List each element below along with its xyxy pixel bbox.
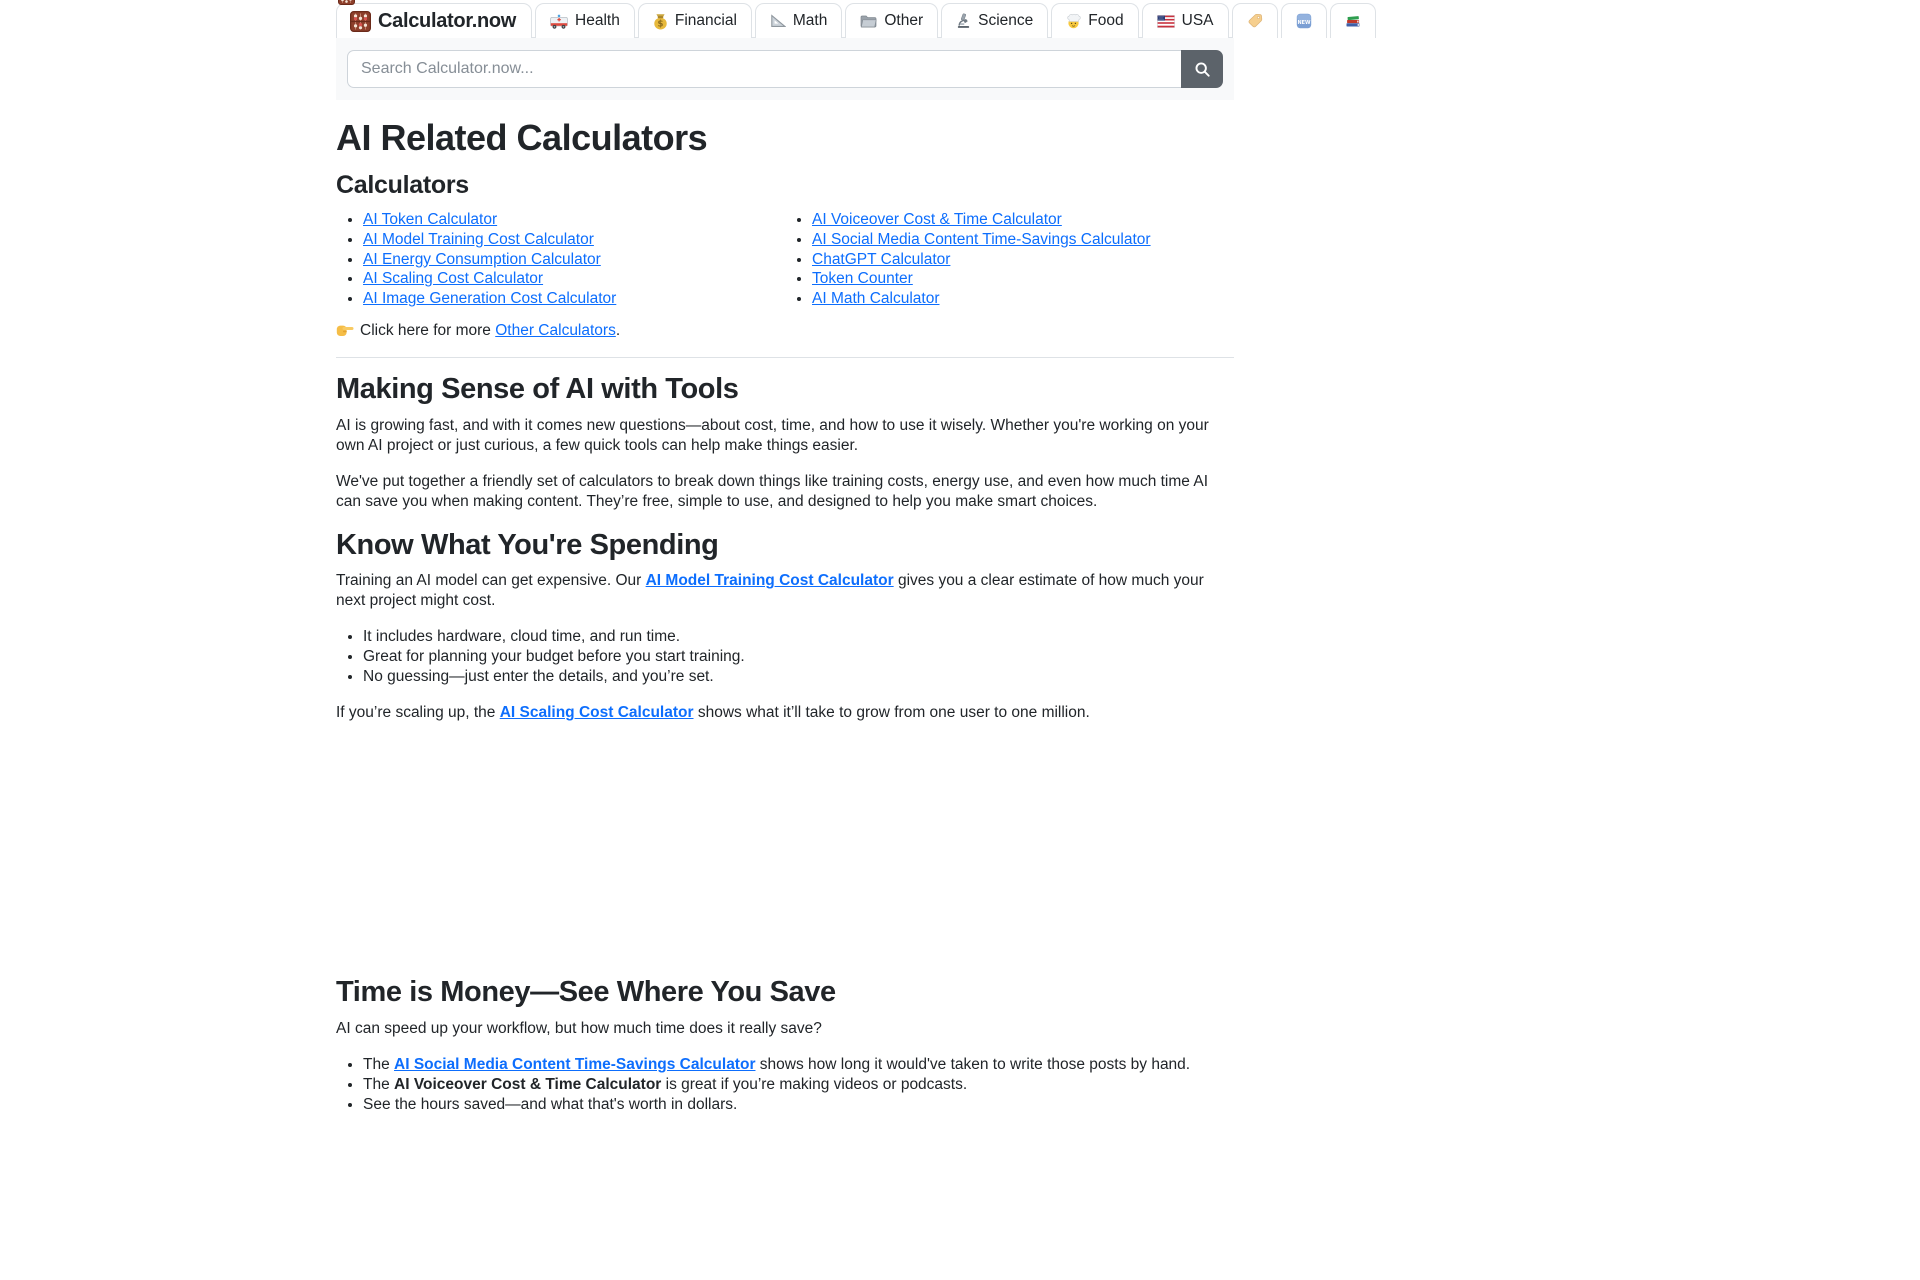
books-icon [1345,13,1361,29]
paragraph: AI is growing fast, and with it comes new questions—about cost, time, and how to use it wisely. Whether you're working on your own AI project or just curious, a few quick tools can help make things easier. [336,416,1209,454]
search-icon [1194,61,1211,78]
list-item [363,210,785,230]
main-content [336,100,1234,1115]
list-item: • Great for planning your budget before you start training. [363,647,1234,667]
tab-other[interactable] [845,3,938,38]
svg-text:NEW: NEW [1296,19,1311,26]
paragraph: Training an AI model can get expensive. Our AI Model Training Cost Calculator gives you a clear estimate of how much your next project might cost. [336,572,1204,610]
tab-label: Food [1088,12,1124,29]
triangle-ruler-icon [770,14,786,28]
calculator-link[interactable]: AI Math Calculator [812,290,940,307]
list-item [812,210,1234,230]
tab-label: Health [575,12,620,29]
microscope-icon [956,13,971,29]
money-bag-icon [653,13,668,30]
tab-label: Math [792,12,828,29]
tab-books[interactable] [1330,3,1376,38]
empty-ad-slot [336,739,1234,961]
list-item [363,230,785,250]
brand-logo [336,3,532,38]
list-item [363,289,785,309]
calculator-link[interactable]: AI Social Media Content Time-Savings Calculator [812,230,1151,248]
list-item [812,269,1234,289]
tab-financial[interactable] [638,3,752,38]
list-item [812,289,1234,309]
scaling-cost-calculator-link[interactable]: AI Scaling Cost Calculator [499,704,694,722]
calculator-links [336,210,1234,309]
list-item [812,250,1234,270]
list-item [363,250,785,270]
calculator-link[interactable]: AI Image Generation Cost Calculator [363,290,617,307]
calculator-links-left [336,210,785,309]
calculator-link[interactable]: AI Scaling Cost Calculator [363,270,544,288]
calculator-link[interactable]: AI Model Training Cost Calculator [363,230,594,248]
calculator-links-right [785,210,1234,309]
training-cost-calculator-link[interactable]: AI Model Training Cost Calculator [645,572,894,590]
time-money-bullets [336,1055,1234,1115]
tab-label: Other [884,12,924,29]
social-media-calculator-link[interactable]: AI Social Media Content Time-Savings Calculator [394,1056,756,1074]
section-heading-making-sense: Making Sense of AI with Tools [336,372,739,405]
list-item [363,269,785,289]
tab-science[interactable] [941,3,1048,38]
list-item [812,230,1234,250]
more-text: Click here for more Other Calculators. [360,321,621,339]
section-heading-spending: Know What You're Spending [336,528,719,561]
list-item: • It includes hardware, cloud time, and run time. [363,627,1234,647]
more-calculators-line [336,322,1234,340]
tab-bar [336,0,1311,38]
brand-name: Calculator.now [378,9,517,32]
tab-tag[interactable] [1232,3,1278,38]
list-item: • No guessing—just enter the details, and you’re set. [363,667,1234,687]
abacus-icon [350,11,371,32]
tag-icon [1247,13,1263,29]
tab-label: Science [978,12,1034,29]
paragraph: We've put together a friendly set of calculators to break down things like training costs, energy use, and even how much time AI can save you when making content. They’re free, simple to use, and designed to help you make smart choices. [336,472,1209,510]
list-item: • See the hours saved—and what that's worth in dollars. [363,1095,1234,1115]
ambulance-icon [550,14,568,29]
tab-label: USA [1181,12,1214,29]
calculator-link[interactable]: AI Voiceover Cost & Time Calculator [812,211,1062,229]
new-badge-icon [1296,13,1312,29]
chef-icon [1066,13,1081,29]
calculator-link[interactable]: ChatGPT Calculator [812,250,951,268]
us-flag-icon [1157,15,1175,28]
tab-food[interactable] [1051,3,1138,38]
tab-math[interactable] [755,3,842,38]
page-title: AI Related Calculators [336,117,708,158]
tab-usa[interactable] [1142,3,1229,38]
spending-bullets [336,627,1234,687]
search-input[interactable] [347,50,1181,88]
voiceover-calculator-bold: AI Voiceover Cost & Time Calculator [394,1076,662,1094]
calculator-link[interactable]: Token Counter [812,270,913,288]
tab-health[interactable] [535,3,635,38]
calculators-heading: Calculators [336,171,469,200]
paragraph: If you’re scaling up, the AI Scaling Cost Calculator shows what it’ll take to grow from one user to one million. [336,704,1090,722]
list-item: • The AI Voiceover Cost & Time Calculator is great if you’re making videos or podcasts. [363,1075,1234,1095]
search-section [336,38,1234,100]
divider [336,357,1234,358]
tab-label: Financial [674,12,737,29]
calculator-link[interactable]: AI Token Calculator [363,211,498,229]
calculator-link[interactable]: AI Energy Consumption Calculator [363,250,601,268]
list-item: • The AI Social Media Content Time-Savings Calculator shows how long it would've taken to write those posts by hand. [363,1055,1234,1075]
other-calculators-link[interactable]: Other Calculators [495,321,616,339]
clipped-abacus-icon [338,0,355,10]
svg-text:$: $ [657,19,664,30]
pointing-right-icon [336,324,354,337]
folder-icon [860,15,877,28]
section-heading-time-money: Time is Money—See Where You Save [336,976,836,1009]
paragraph: AI can speed up your workflow, but how much time does it really save? [336,1020,822,1038]
tab-new[interactable] [1281,3,1327,38]
search-button[interactable] [1181,50,1223,88]
